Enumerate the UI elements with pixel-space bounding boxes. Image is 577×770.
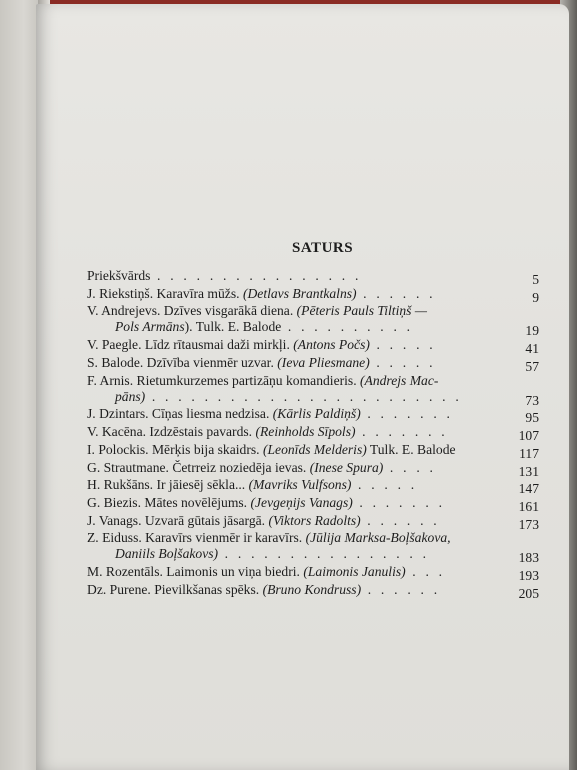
toc-entry-source: (Reinholds Sīpols) [255,424,356,440]
toc-entry-source: (Detlavs Brantkalns) [242,285,357,301]
toc-page-number: 95 [525,410,539,426]
toc-leader-dots: . . . . . . . . . . . . . . . . . . . . . . . . [145,388,462,404]
toc-entry-line [115,389,462,405]
toc-entry-line [115,319,413,335]
book-page [36,4,569,770]
toc-entry-source: pāns) [115,388,146,404]
toc-entry-text: H. Rukšāns. Ir jāiesēj sēkla... [87,477,249,493]
toc-entry-text: Priekšvārds [87,268,151,283]
toc-entry-line [87,355,436,371]
toc-entry-text: Tulk. E. Balode [366,441,456,457]
toc-leader-dots: . . . [405,564,446,580]
toc-page-number: 57 [525,358,539,374]
toc-leader-dots: . . . . . [351,477,418,493]
toc-entry-line [87,373,438,389]
toc-page-number: 131 [518,463,539,479]
toc-leader-dots: . . . . . . . . . . . . . . . . [150,268,362,283]
toc-entry-text: V. Paegle. Līdz rītausmai daži mirkļi. [87,337,294,353]
toc-entry-source: (Ieva Pliesmane) [277,354,370,370]
toc-leader-dots: . . . . . . [361,581,441,597]
toc-entry-text: J. Vanags. Uzvarā gūtais jāsargā. [87,512,269,528]
toc-entry-source: (Andrejs Mac- [360,372,439,388]
toc-entry-source: (Bruno Kondruss) [262,581,362,597]
toc-page-number: 193 [518,568,539,584]
toc-entry-source: (Viktors Radolts) [268,512,361,528]
toc-entry-line [87,303,427,319]
toc-entry-line [87,530,451,546]
toc-leader-dots: . . . . . . . [360,406,454,422]
toc-entry-line [87,495,445,511]
toc-leader-dots: . . . . . [369,337,436,353]
toc-leader-dots: . . . . . . . . . . . . . . . . [218,546,430,562]
toc-page-number: 117 [519,445,539,461]
toc-entry-source: (Inese Spura) [309,459,384,475]
toc-entry-source: Pols Armāns [115,319,185,335]
toc-page-number: 205 [518,585,539,601]
toc-page-number: 161 [518,498,539,514]
toc-leader-dots: . . . . [383,459,437,475]
toc-entry-text: ). Tulk. E. Balode [184,319,282,335]
toc-leader-dots: . . . . . . [356,285,436,301]
toc-entry-line [87,582,440,598]
toc-page-number: 173 [518,516,539,532]
toc-entry-text: J. Riekstiņš. Karavīra mūžs. [87,285,243,301]
toc-entry-text: J. Dzintars. Cīņas liesma nedzisa. [87,406,273,422]
toc-leader-dots: . . . . . . . [352,494,446,510]
toc-entry-source: (Jevgeņijs Vanags) [250,494,353,510]
toc-entry-source: (Mavriks Vulfsons) [248,477,352,493]
toc-entry-text: Z. Eiduss. Karavīrs vienmēr ir karavīrs. [87,530,306,546]
toc-entry-line [87,513,440,529]
toc-leader-dots: . . . . . . . [355,424,448,440]
toc-entry-text: V. Kacēna. Izdzēstais pavards. [87,424,256,440]
toc-entry-line [87,337,436,353]
toc-entry-text: M. Rozentāls. Laimonis un viņa biedri. [87,564,304,580]
toc-entry-line [87,460,436,476]
toc-entry-line [87,424,448,440]
toc-entry-text: G. Strautmane. Četrreiz noziedēja ievas. [87,459,310,475]
toc-entry-text: I. Polockis. Mērķis bija skaidrs. [87,441,263,457]
toc-leader-dots: . . . . . [369,354,436,370]
toc-page-number: 5 [532,272,539,287]
toc-page-number: 147 [518,481,539,497]
toc-page-number: 19 [525,323,539,339]
toc-entry-line [87,406,453,422]
toc-leader-dots: . . . . . . [360,512,440,528]
toc-page-number: 73 [525,392,539,408]
toc-entry-line [87,477,417,493]
toc-entry-line [87,286,436,302]
toc-page-number: 9 [532,289,539,305]
toc-entry-source: (Kārlis Paldiņš) [272,406,361,422]
toc-entry-source: (Jūlija Marksa-Boļšakova, [305,530,451,546]
toc-page-number: 183 [518,550,539,566]
toc-entry-line [87,268,362,284]
toc-heading: SATURS [292,240,354,256]
toc-entry-text: G. Biezis. Mātes novēlējums. [87,494,251,510]
toc-entry-source: (Laimonis Janulis) [303,564,406,580]
toc-entry-text: F. Arnis. Rietumkurzemes partizāņu komandieris. [87,372,360,388]
toc-entry-line [87,442,456,458]
toc-entry-source: (Leonīds Melderis) [262,441,367,457]
toc-page-number: 41 [525,341,539,357]
toc-leader-dots: . . . . . . . . . . [281,319,414,335]
toc-page-number: 107 [518,428,539,444]
toc-entry-text: S. Balode. Dzīvība vienmēr uzvar. [87,354,278,370]
toc-entry-text: V. Andrejevs. Dzīves visgarākā diena. [87,303,297,319]
toc-entry-source: Daniils Boļšakovs) [115,546,219,562]
toc-entry-text: Dz. Purene. Pievilkšanas spēks. [87,581,263,597]
toc-entry-line [115,546,429,562]
toc-entry-source: (Pēteris Pauls Tiltiņš — [296,303,427,319]
toc-entry-line [87,564,445,580]
toc-entry-source: (Antons Počs) [293,337,370,353]
